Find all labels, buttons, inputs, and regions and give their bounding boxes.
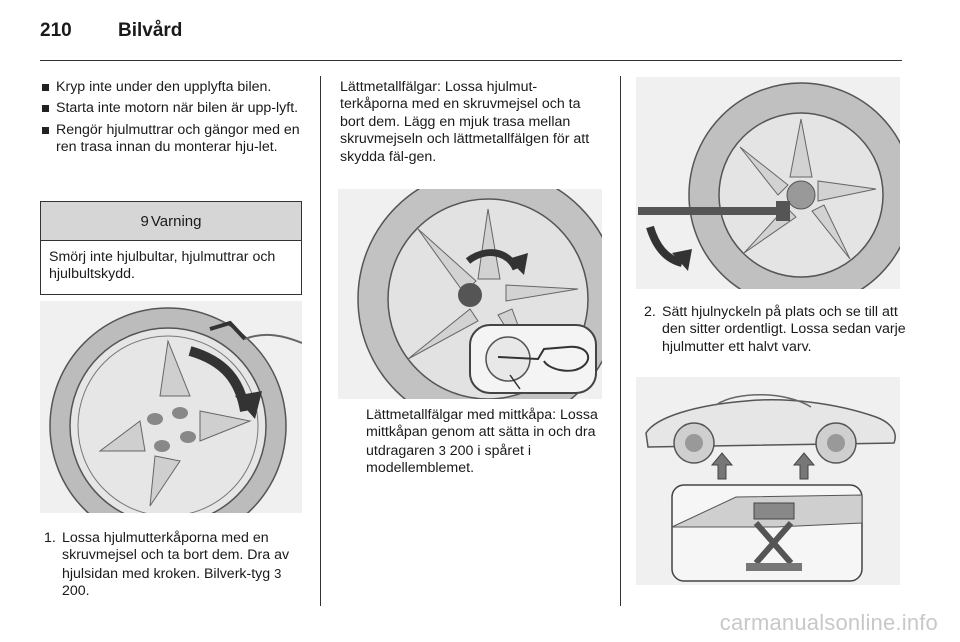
bullet-item-2: Starta inte motorn när bilen är upp-lyft. bbox=[40, 100, 302, 117]
page-title: Bilvård bbox=[118, 20, 183, 41]
step-1 bbox=[40, 530, 308, 601]
step-list-2 bbox=[640, 304, 906, 356]
header-rule bbox=[40, 60, 902, 61]
warning-body: Smörj inte hjulbultar, hjulmuttrar och hjulbultskydd. bbox=[49, 249, 276, 283]
page-ref-icon: 3 bbox=[438, 442, 446, 458]
bullet-item-1: Kryp inte under den upplyfta bilen. bbox=[40, 79, 302, 96]
step-1-number: 1. bbox=[44, 530, 56, 546]
column-divider-2 bbox=[620, 76, 621, 606]
center-cap-ref-page: 200 i bbox=[449, 442, 481, 459]
figure-wheel-wrench bbox=[636, 77, 900, 289]
figure-wheel-cover-hook bbox=[40, 301, 302, 513]
column-1 bbox=[40, 79, 302, 161]
warning-triangle-icon: 9 bbox=[140, 212, 149, 230]
center-cap-text-end: spåret i modellemblemet. bbox=[366, 442, 532, 477]
warning-title: Varning bbox=[150, 212, 202, 230]
figure-alloy-rim-screwdriver bbox=[338, 189, 602, 399]
step-1-ref-page: 200. bbox=[62, 583, 90, 600]
column-divider-1 bbox=[320, 76, 321, 606]
step-2-item bbox=[640, 304, 906, 356]
warning-header bbox=[41, 202, 301, 241]
step-2-number: 2. bbox=[644, 304, 656, 320]
step-1-text: Lossa hjulmutterkåporna med en skruvmejsel och ta bort dem. Dra av hjulsidan med kroken. Bilverk-tyg bbox=[62, 530, 290, 582]
step-1-item bbox=[40, 530, 308, 601]
column-2-intro: Lättmetallfälgar: Lossa hjulmut-terkåporna med en skruvmejsel och ta bort dem. Lägg en mjuk trasa mellan skruvmejseln och lättmetallfälgen för att skydda fäl-gen. bbox=[340, 79, 590, 165]
column-2-center-cap bbox=[366, 407, 602, 478]
step-list-1 bbox=[40, 530, 308, 601]
page-ref-icon: 3 bbox=[274, 565, 282, 581]
bullet-item-3: Rengör hjulmuttrar och gängor med en ren trasa innan du monterar hju-let. bbox=[40, 122, 302, 157]
watermark: carmanualsonline.info bbox=[719, 610, 938, 635]
center-cap-text: Lättmetallfälgar med mittkåpa: Lossa mittkåpan genom att sätta in och dra utdragaren bbox=[366, 407, 598, 459]
figure-car-jack-points bbox=[636, 377, 900, 585]
warning-box bbox=[40, 201, 302, 295]
step-2 bbox=[640, 304, 906, 356]
step-2-text: Sätt hjulnyckeln på plats och se till att den sitter ordentligt. Lossa sedan varje hjulmutter ett halvt varv. bbox=[662, 304, 906, 355]
bullet-list bbox=[40, 79, 302, 157]
page-number: 210 bbox=[40, 20, 72, 41]
